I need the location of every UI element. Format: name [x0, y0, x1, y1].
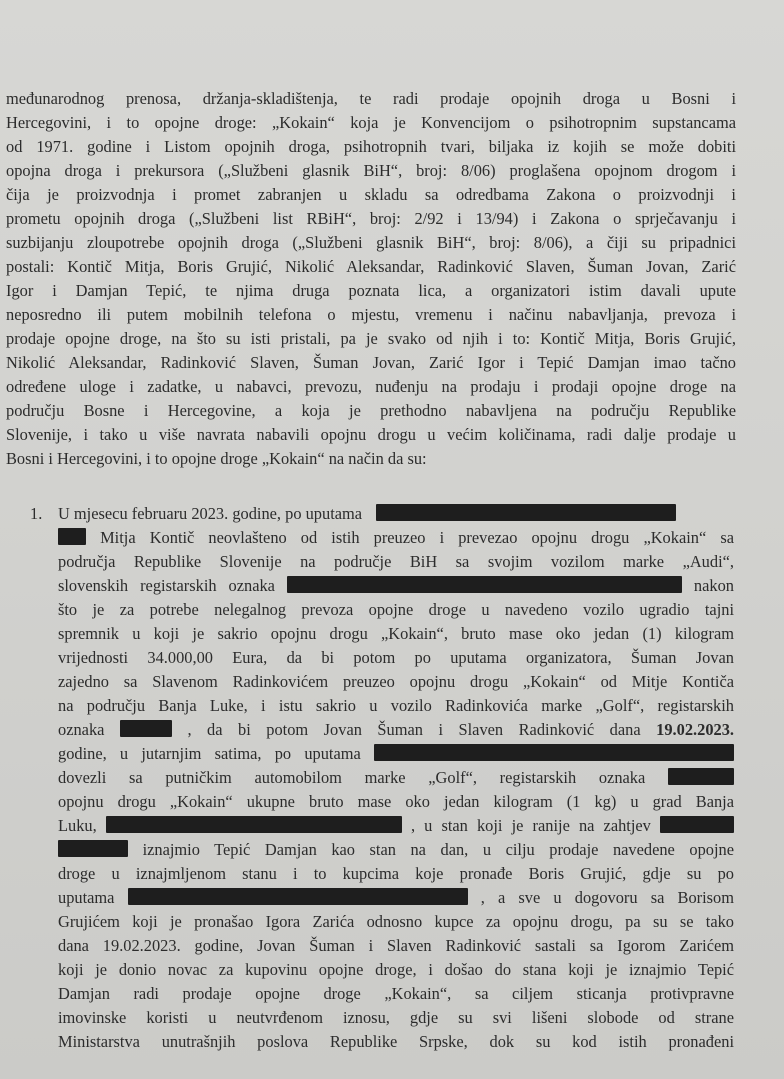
- item-line: [58, 718, 734, 742]
- item-line: imovinske koristi u neutvrđenom iznosu, gdje su svi lišeni slobode od strane: [58, 1008, 734, 1027]
- item-text-span: godine, u jutarnjim satima, po uputama: [58, 744, 361, 763]
- item-text-span: , da bi potom Jovan Šuman i Slaven Radinković dana: [187, 720, 641, 739]
- item-date-bold: 19.02.2023.: [656, 720, 734, 739]
- redaction-bar: [287, 576, 682, 593]
- item-text-span: iznajmio Tepić Damjan kao stan na dan, u cilju prodaje navedene opojne: [142, 840, 734, 859]
- intro-line: Bosni i Hercegovini, i to opojne droge „Kokain“ na način da su:: [6, 449, 427, 468]
- intro-line: određene uloge i zadatke, u nabavci, prevozu, nuđenju na prodaju i prodaji opojne droge na: [6, 377, 736, 396]
- intro-line: Igor i Damjan Tepić, te njima druga poznata lica, a organizatori istim davali upute: [6, 281, 736, 300]
- redaction-bar: [374, 744, 734, 761]
- intro-line: međunarodnog prenosa, držanja-skladištenja, te radi prodaje opojnih droga u Bosni i: [6, 89, 736, 108]
- intro-line: području Bosne i Hercegovine, a koja je prethodno nabavljena na području Republike: [6, 401, 736, 420]
- intro-line: prometu opojnih droga („Službeni list RBiH“, broj: 2/92 i 13/94) i Zakona o sprječavanju i: [6, 209, 736, 228]
- redaction-bar: [660, 816, 734, 833]
- item-line: [58, 766, 734, 790]
- item-line: [58, 886, 734, 910]
- item-text-span: , a sve u dogovoru sa Borisom: [480, 888, 734, 907]
- intro-line: čija je proizvodnja i promet zabranjen u skladu sa odredbama Zakona o proizvodnji i: [6, 185, 736, 204]
- intro-line: od 1971. godine i Listom opojnih droga, psihotropnih tvari, biljaka iz kojih se može dobiti: [6, 137, 736, 156]
- item-text-span: , u stan koji je ranije na zahtjev: [410, 816, 651, 835]
- redaction-bar: [668, 768, 734, 785]
- item-line: zajedno sa Slavenom Radinkovićem preuzeo opojnu drogu „Kokain“ od Mitje Kontiča: [58, 672, 734, 691]
- item-line: droge u iznajmljenom stanu i to kupcima koje pronađe Boris Grujić, gdje su po: [58, 864, 734, 883]
- intro-line: Slovenije, i tako u više navrata nabavili opojnu drogu u većim količinama, radi dalje prodaje u: [6, 425, 736, 444]
- redaction-bar: [58, 528, 86, 545]
- item-line: [58, 502, 734, 526]
- redaction-bar: [106, 816, 402, 833]
- item-line: dana 19.02.2023. godine, Jovan Šuman i Slaven Radinković sastali sa Igorom Zarićem: [58, 936, 734, 955]
- intro-line: neposredno ili putem mobilnih telefona o mjestu, vremenu i načinu nabavljanja, prevoza i: [6, 305, 736, 324]
- redaction-bar: [376, 504, 676, 521]
- item-line: područja Republike Slovenije na područje BiH sa svojim vozilom marke „Audi“,: [58, 552, 734, 571]
- item-line: [58, 574, 734, 598]
- intro-line: Hercegovini, i to opojne droge: „Kokain“ koja je Konvencijom o psihotropnim supstancama: [6, 113, 736, 132]
- intro-line: postali: Kontič Mitja, Boris Grujić, Nikolić Aleksandar, Radinković Slaven, Šuman Jovan, Zarić: [6, 257, 736, 276]
- redaction-bar: [120, 720, 172, 737]
- item-line: [58, 838, 734, 862]
- item-text-span: U mjesecu februaru 2023. godine, po uputama: [58, 504, 363, 523]
- item-text-span: Mitja Kontič neovlašteno od istih preuzeo i prevezao opojnu drogu „Kokain“ sa: [100, 528, 734, 547]
- intro-line: suzbijanju zloupotrebe opojnih droga („Službeni glasnik BiH“, broj: 8/06), a čiji su pripadnici: [6, 233, 736, 252]
- item-text-span: oznaka: [58, 720, 105, 739]
- item-line: [58, 742, 734, 766]
- item-text-span: nakon: [693, 576, 734, 595]
- redaction-bar: [128, 888, 468, 905]
- intro-line: prodaje opojne droge, na što su isti pristali, pa je svako od njih i to: Kontič Mitja, Boris Grujić,: [6, 329, 736, 348]
- item-line: na području Banja Luke, i istu sakrio u vozilo Radinkovića marke „Golf“, registarskih: [58, 696, 734, 715]
- item-text-span: uputama: [58, 888, 115, 907]
- item-line: [58, 526, 734, 550]
- item-line: Damjan radi prodaje opojne droge „Kokain“, sa ciljem sticanja protivpravne: [58, 984, 734, 1003]
- item-line: Ministarstva unutrašnjih poslova Republike Srpske, dok su kod istih pronađeni: [58, 1032, 734, 1051]
- item-line: opojnu drogu „Kokain“ ukupne bruto mase oko jedan kilogram (1 kg) u grad Banja: [58, 792, 734, 811]
- item-number: 1.: [30, 504, 43, 523]
- item-line: što je za potrebe nelegalnog prevoza opojne droge u navedeno vozilo ugradio tajni: [58, 600, 734, 619]
- redaction-bar: [58, 840, 128, 857]
- item-line: Grujićem koji je pronašao Igora Zarića odnosno kupce za opojnu drogu, pa su se tako: [58, 912, 734, 931]
- item-line: vrijednosti 34.000,00 Eura, da bi potom po uputama organizatora, Šuman Jovan: [58, 648, 734, 667]
- intro-line: opojna droga i prekursora („Službeni glasnik BiH“, broj: 8/06) proglašena opojnom drogom i: [6, 161, 736, 180]
- item-text-span: Luku,: [58, 816, 97, 835]
- item-text-span: dovezli sa putničkim automobilom marke „Golf“, registarskih oznaka: [58, 768, 646, 787]
- item-text-span: slovenskih registarskih oznaka: [58, 576, 275, 595]
- item-line: [58, 814, 734, 838]
- intro-line: Nikolić Aleksandar, Radinković Slaven, Šuman Jovan, Zarić Igor i Tepić Damjan imao tačno: [6, 353, 736, 372]
- item-line: koji je donio novac za kupovinu opojne droge, i došao do stana koji je iznajmio Tepić: [58, 960, 734, 979]
- item-line: spremnik u koji je sakrio opojnu drogu „Kokain“, bruto mase oko jedan (1) kilogram: [58, 624, 734, 643]
